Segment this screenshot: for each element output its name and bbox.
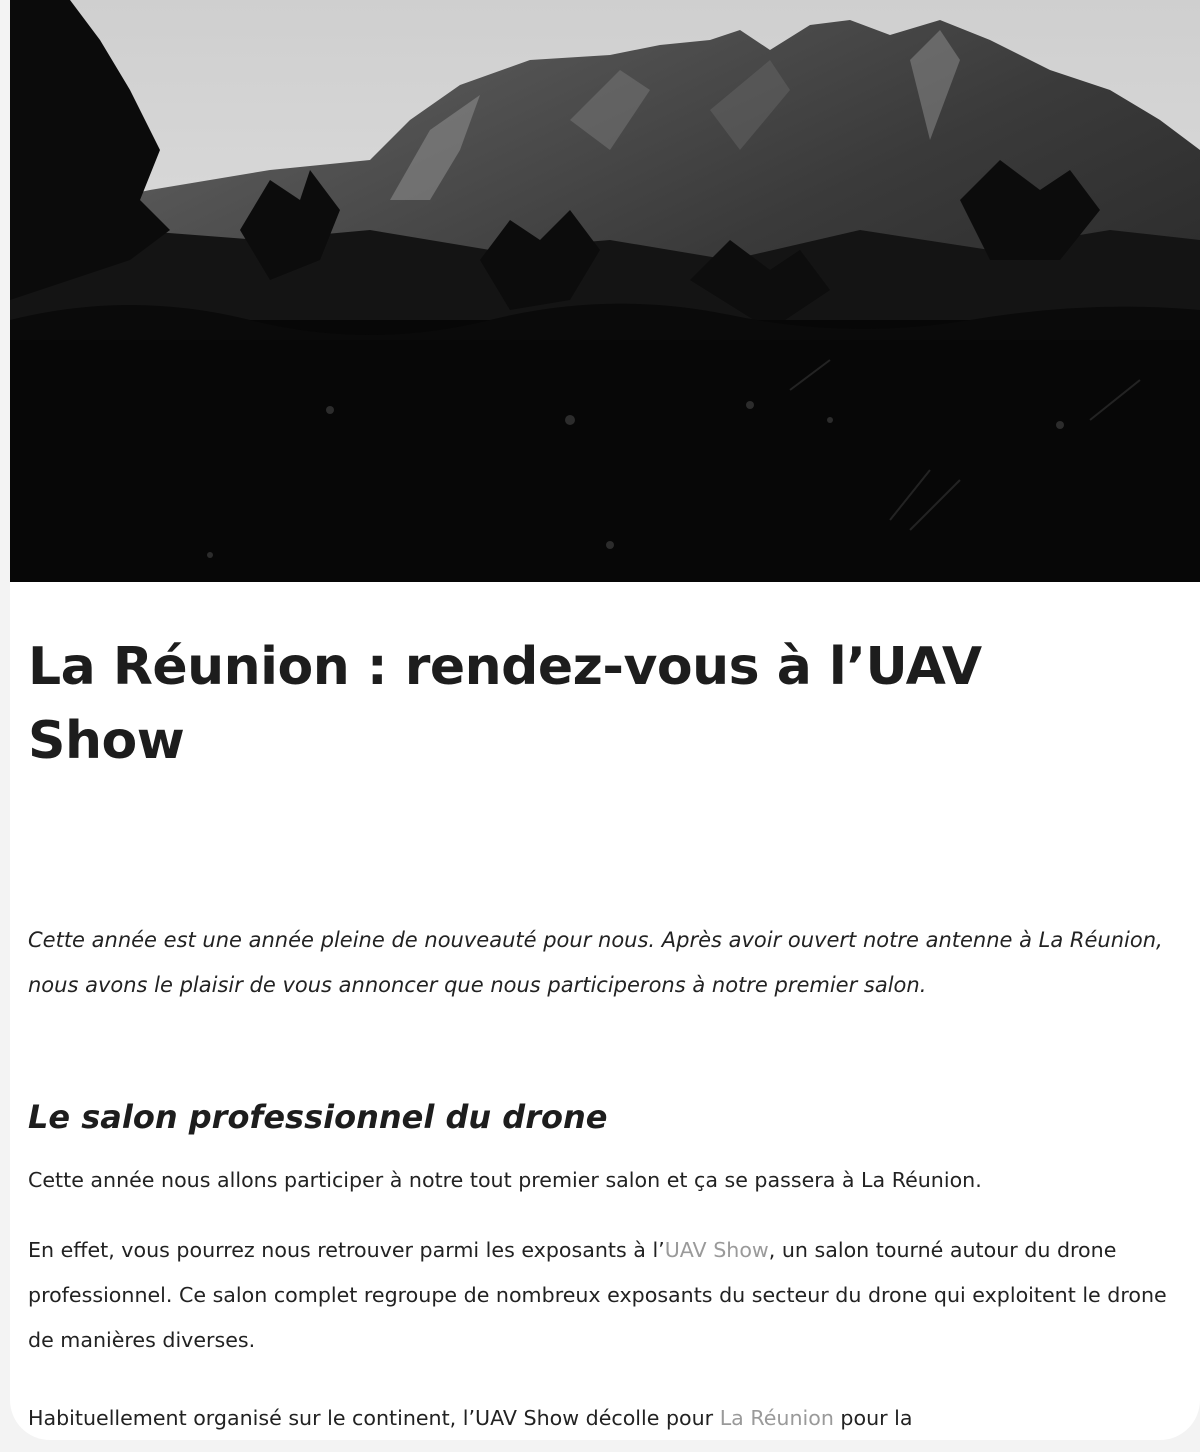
paragraph-2-text-start: En effet, vous pourrez nous retrouver parmi les exposants à l’: [28, 1238, 665, 1262]
mountain-landscape-image: [10, 0, 1200, 582]
section-heading: Le salon professionnel du drone: [28, 1098, 608, 1136]
article-title: La Réunion : rendez-vous à l’UAV Show: [28, 637, 982, 771]
uav-show-link[interactable]: UAV Show: [664, 1238, 769, 1262]
paragraph-2-text-end: , un salon tourné autour du drone professionnel. Ce salon complet regroupe de nombreux exposants du secteur du drone qui exploitent le drone de manières diverses.: [28, 1238, 1167, 1352]
article-intro: Cette année est une année pleine de nouveauté pour nous. Après avoir ouvert notre antenne à La Réunion, nous avons le plaisir de vous annoncer que nous participerons à notre premier salon.: [28, 928, 1163, 997]
paragraph-3-text-start: Habituellement organisé sur le continent, l’UAV Show décolle pour: [28, 1406, 720, 1430]
article-page: [10, 0, 1200, 1440]
paragraph-2: [28, 1228, 1178, 1363]
hero-image: [10, 0, 1200, 582]
article-content: [28, 630, 1194, 1430]
la-reunion-link[interactable]: La Réunion: [719, 1406, 834, 1430]
paragraph-1: Cette année nous allons participer à notre tout premier salon et ça se passera à La Réunion.: [28, 1168, 982, 1192]
paragraph-3: [28, 1396, 1178, 1440]
paragraph-3-text-end: pour la: [833, 1406, 913, 1430]
